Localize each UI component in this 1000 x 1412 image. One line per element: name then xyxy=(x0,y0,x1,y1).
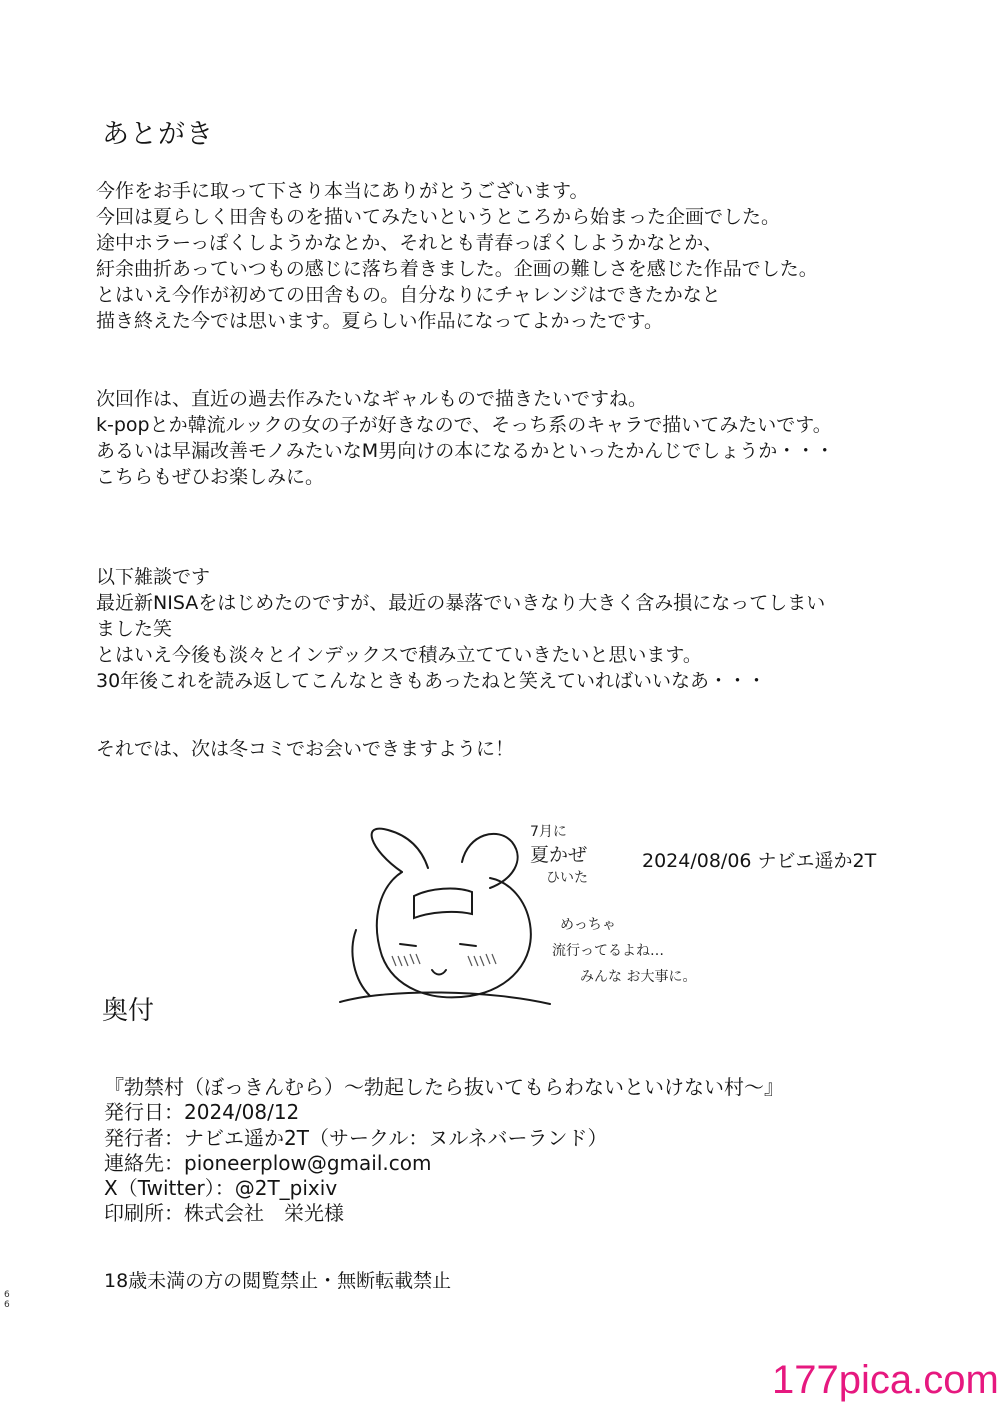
note-line: 夏かぜ xyxy=(530,844,588,866)
text-line: 途中ホラーっぽくしようかなとか、それとも青春っぽくしようかなとか、 xyxy=(96,232,723,254)
text-line: k-popとか韓流ルックの女の子が好きなので、そっち系のキャラで描いてみたいです。 xyxy=(96,414,832,436)
text-line: 紆余曲折あっていつもの感じに落ち着きました。企画の難しさを感じた作品でした。 xyxy=(96,258,818,280)
text-line: ました笑 xyxy=(96,618,173,640)
note-line: 流行ってるよね… xyxy=(552,943,664,959)
page-number-digit: 6 xyxy=(4,1300,10,1310)
text-line: 最近新NISAをはじめたのですが、最近の暴落でいきなり大きく含み損になってしまい xyxy=(96,592,826,614)
text-line: 次回作は、直近の過去作みたいなギャルもので描きたいですね。 xyxy=(96,388,648,410)
page-number xyxy=(4,1290,10,1310)
colophon-heading: 奥付 xyxy=(102,996,155,1026)
afterword-heading: あとがき xyxy=(102,119,214,150)
colophon-line: 印刷所：株式会社 栄光様 xyxy=(104,1201,344,1226)
text-line: それでは、次は冬コミでお会いできますように！ xyxy=(96,738,515,760)
text-line: こちらもぜひお楽しみに。 xyxy=(96,466,325,488)
site-watermark: 177pica.com xyxy=(772,1358,999,1402)
page-number-digit: 6 xyxy=(4,1290,10,1300)
bear-sketch-illustration xyxy=(330,820,560,1020)
colophon-line: 発行日：2024/08/12 xyxy=(104,1100,300,1125)
colophon-line: 連絡先：pioneerplow@gmail.com xyxy=(104,1150,432,1175)
afterword-paragraph-3 xyxy=(96,564,825,694)
colophon-details xyxy=(104,1075,784,1227)
text-line: 今作をお手に取って下さり本当にありがとうございます。 xyxy=(96,180,589,202)
text-line: とはいえ今作が初めての田舎もの。自分なりにチャレンジはできたかなと xyxy=(96,284,721,306)
text-line: 描き終えた今では思います。夏らしい作品になってよかったです。 xyxy=(96,310,663,332)
text-line: 今回は夏らしく田舎ものを描いてみたいというところから始まった企画でした。 xyxy=(96,206,781,228)
note-line: 7月に xyxy=(530,824,567,840)
text-line: あるいは早漏改善モノみたいなM男向けの本になるかといったかんじでしょうか・・・ xyxy=(96,440,835,462)
afterword-paragraph-1 xyxy=(96,178,818,334)
colophon-line: X（Twitter）：@2T_pixiv xyxy=(104,1176,338,1201)
note-line: みんな お大事に。 xyxy=(580,969,697,985)
text-line: 以下雑談です xyxy=(96,566,211,588)
colophon-line: 『勃禁村（ぼっきんむら）〜勃起したら抜いてもらわないといけない村〜』 xyxy=(104,1075,784,1099)
sketch-note-trend xyxy=(552,912,697,990)
note-line: めっちゃ xyxy=(560,917,616,933)
afterword-paragraph-4 xyxy=(96,736,514,762)
age-restriction-notice: 18歳未満の方の閲覧禁止・無断転載禁止 xyxy=(104,1270,452,1292)
text-line: 30年後これを読み返してこんなときもあったねと笑えていればいいなあ・・・ xyxy=(96,670,766,692)
text-line: とはいえ今後も淡々とインデックスで積み立てていきたいと思います。 xyxy=(96,644,702,666)
sketch-note-cold xyxy=(530,822,588,888)
note-line: ひいた xyxy=(546,870,588,886)
colophon-line: 発行者：ナビエ遥か2T（サークル：ヌルネバーランド） xyxy=(104,1125,608,1150)
afterword-paragraph-2 xyxy=(96,386,834,490)
signature-date: 2024/08/06 ナビエ遥か2T xyxy=(642,850,877,872)
